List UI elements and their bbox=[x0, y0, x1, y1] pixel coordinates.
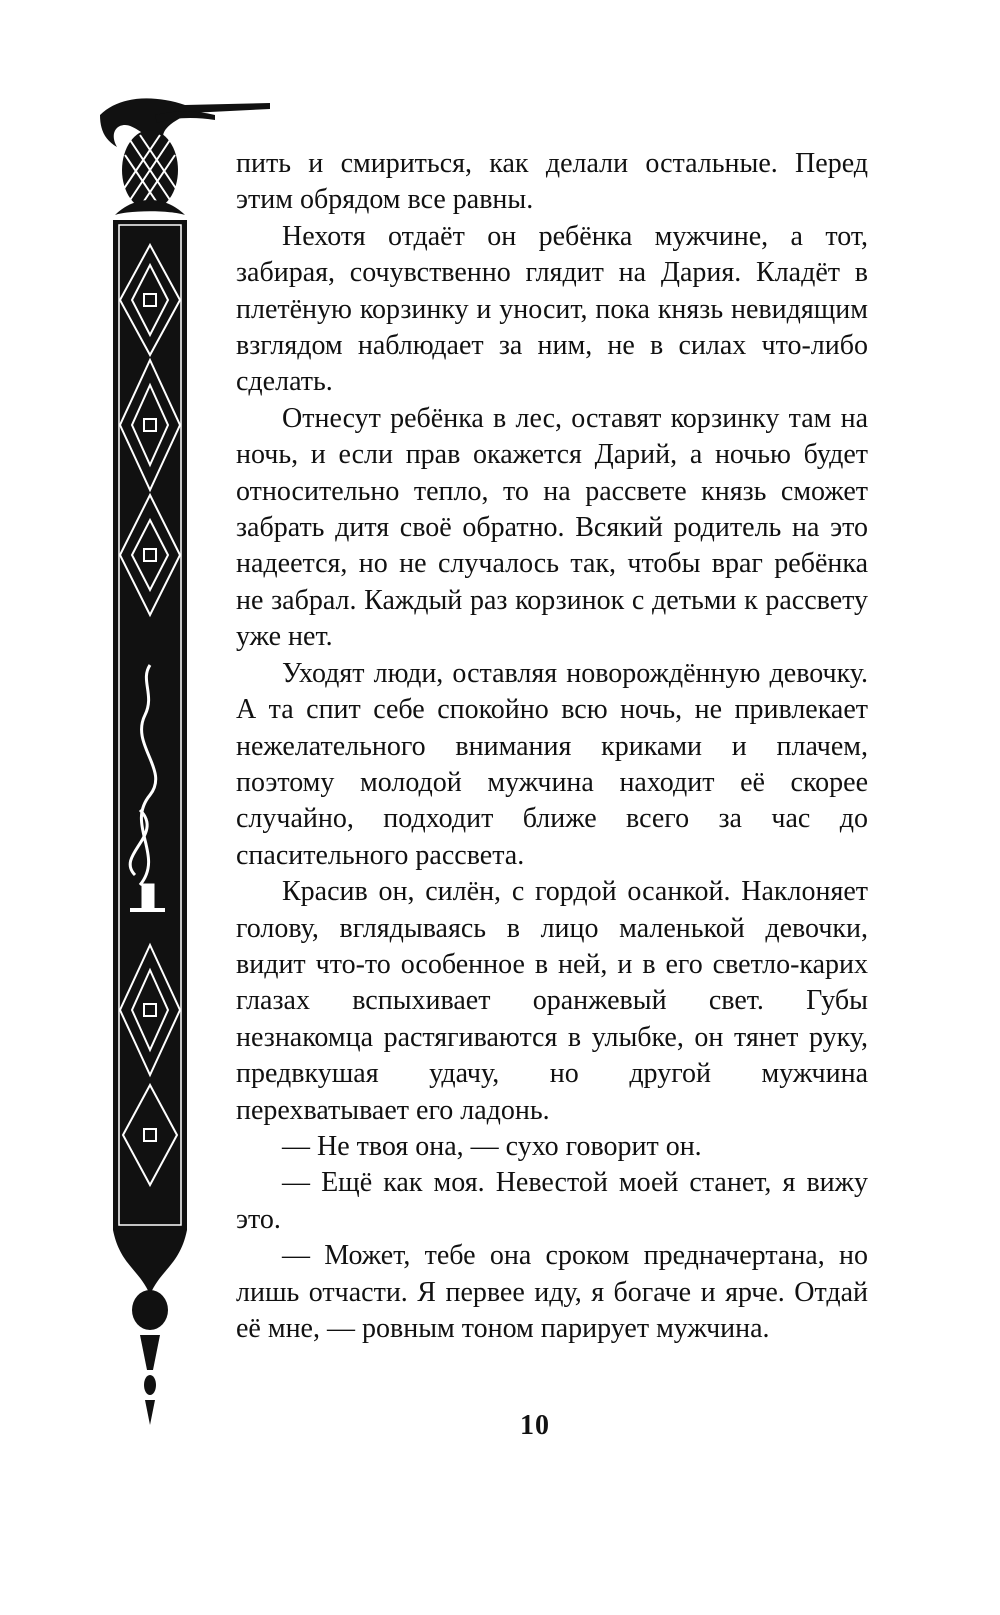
paragraph: пить и смириться, как делали остальные. Перед этим обрядом все равны. bbox=[236, 148, 868, 216]
paragraph: Красив он, силён, с гордой осанкой. Наклоняет голову, вглядываясь в лицо маленькой девочки, видит что-то особенное в ней, и в его светло-карих глазах вспыхивает оранжевый свет. Губы незнакомца растягиваются в улыбке, он тянет руку, предвкушая удачу, но другой мужчина перехватывает его ладонь. bbox=[236, 876, 868, 1126]
paragraph: Отнесут ребёнка в лес, оставят корзинку там на ночь, и если прав окажется Дарий, а ночью будет относительно тепло, то на рассвете князь сможет забрать дитя своё обратно. Всякий родитель на это надеется, но не случалось так, чтобы враг ребёнка не забрал. Каждый раз корзинок с детьми к рассвету уже нет. bbox=[236, 402, 868, 653]
corner-flourish-icon bbox=[100, 98, 270, 150]
lattice-ornament-icon bbox=[115, 130, 185, 215]
pendant-finial-icon bbox=[113, 1230, 187, 1425]
paragraph: Нехотя отдаёт он ребёнка мужчине, а тот, забирая, сочувственно глядит на Дария. Кладёт в плетёную корзинку и уносит, пока князь невидящим взглядом наблюдает за ним, не в силах что-либо сделать. bbox=[236, 220, 868, 398]
paragraph: — Не твоя она, — сухо говорит он. bbox=[282, 1130, 702, 1162]
text-column bbox=[236, 146, 868, 1347]
ornament-band bbox=[113, 220, 187, 1230]
page-number: 10 bbox=[520, 1410, 550, 1441]
paragraph: — Может, тебе она сроком предначертана, но лишь отчасти. Я первее иду, я богаче и ярче. Отдай её мне, — ровным тоном парирует мужчина. bbox=[236, 1240, 868, 1344]
paragraph: — Ещё как моя. Невестой моей станет, я вижу это. bbox=[236, 1167, 868, 1235]
paragraph: Уходят люди, оставляя новорождённую девочку. А та спит себе спокойно всю ночь, не привлекает нежелательного внимания криками и плачем, поэтому молодой мужчина находит её скорее случайно, подходит ближе всего за час до спасительного рассвета. bbox=[236, 657, 868, 871]
